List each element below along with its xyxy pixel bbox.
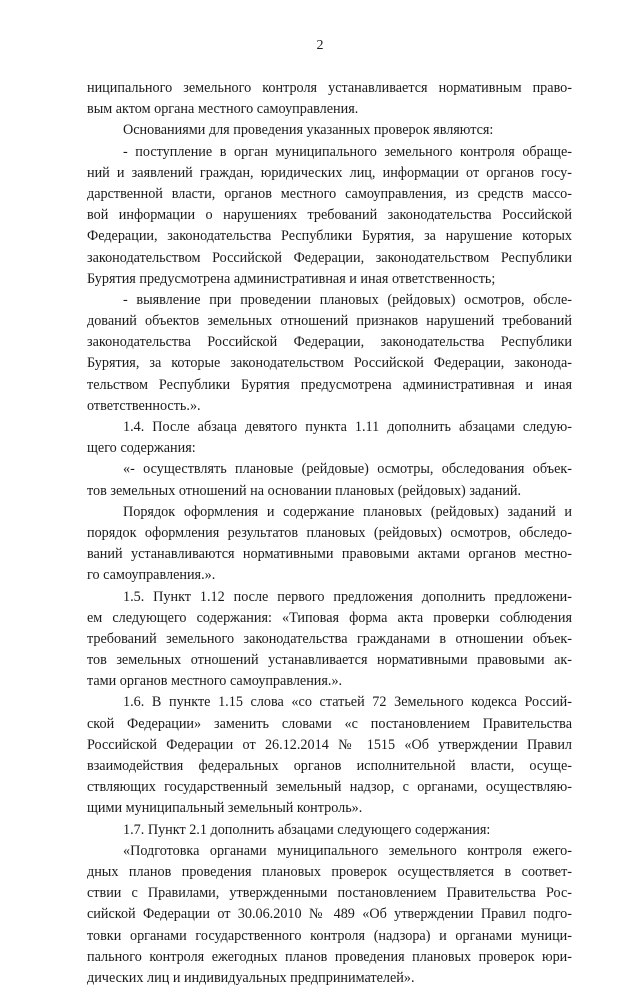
text-line: Основаниями для проведения указанных проверок являются: xyxy=(123,122,494,139)
text-line: Федерации, законодательства Республики Бурятия, за нарушение которых xyxy=(87,228,572,245)
document-body xyxy=(87,78,572,989)
text-line: щими муниципальный земельный контроль». xyxy=(87,800,363,817)
text-line: тельством Республики Бурятия предусмотрена административная и иная xyxy=(87,376,572,393)
text-line: ниципального земельного контроля устанавливается нормативным право- xyxy=(87,80,572,96)
text-line: пального контроля ежегодных планов проведения плановых проверок юри- xyxy=(87,948,572,965)
text-line: ской Федерации» заменить словами «с постановлением Правительства xyxy=(87,715,572,732)
page-number: 2 xyxy=(316,38,324,53)
text-line: щего содержания: xyxy=(87,440,196,457)
text-line: Порядок оформления и содержание плановых (рейдовых) заданий и xyxy=(123,503,572,520)
text-line: взаимодействия федеральных органов исполнительной власти, осуще- xyxy=(87,758,572,774)
text-line: го самоуправления.». xyxy=(87,567,216,584)
text-line: тов земельных отношений на основании плановых (рейдовых) заданий. xyxy=(87,482,522,499)
text-line: Российской Федерации от 26.12.2014 № 1515 «Об утверждении Правил xyxy=(87,736,572,753)
text-line: вым актом органа местного самоуправления. xyxy=(87,101,359,118)
text-line: ствляющих государственный земельный надзор, с органами, осуществляю- xyxy=(87,779,572,796)
text-line: 1.4. После абзаца девятого пункта 1.11 дополнить абзацами следую- xyxy=(123,419,572,435)
text-line: законодательства Российской Федерации, законодательства Республики xyxy=(87,334,572,351)
text-line: Бурятия предусмотрена административная и иная ответственность; xyxy=(87,270,496,287)
text-line: 1.5. Пункт 1.12 после первого предложения дополнить предложени- xyxy=(123,588,572,605)
text-line: 1.7. Пункт 2.1 дополнить абзацами следующего содержания: xyxy=(123,821,491,838)
text-line: Бурятия, за которые законодательством Российской Федерации, законода- xyxy=(87,355,572,372)
text-line: дических лиц и индивидуальных предпринимателей». xyxy=(87,969,415,986)
text-line: вой информации о нарушениях требований законодательства Российской xyxy=(87,207,572,224)
text-line: сийской Федерации от 30.06.2010 № 489 «Об утверждении Правил подго- xyxy=(87,906,572,923)
text-line: - поступление в орган муниципального земельного контроля обраще- xyxy=(123,143,572,160)
text-line: дных планов проведения плановых проверок осуществляется в соответ- xyxy=(87,863,572,880)
text-line: тов земельных отношений устанавливается нормативными правовыми ак- xyxy=(87,652,572,669)
text-line: 1.6. В пункте 1.15 слова «со статьей 72 Земельного кодекса Россий- xyxy=(123,694,572,711)
text-line: товки органами государственного контроля (надзора) и органами муници- xyxy=(87,927,572,944)
text-line: законодательством Российской Федерации, законодательством Республики xyxy=(87,249,572,266)
text-line: ответственность.». xyxy=(87,397,201,414)
text-line: «Подготовка органами муниципального земельного контроля ежего- xyxy=(123,842,572,859)
text-line: дований объектов земельных отношений признаков нарушений требований xyxy=(87,313,572,330)
text-line: «- осуществлять плановые (рейдовые) осмотры, обследования объек- xyxy=(123,461,572,478)
text-line: ний и заявлений граждан, юридических лиц, информации от органов госу- xyxy=(87,164,572,181)
text-line: дарственной власти, органов местного самоуправления, из средств массо- xyxy=(87,185,572,202)
text-line: ем следующего содержания: «Типовая форма акта проверки соблюдения xyxy=(87,609,572,626)
text-line: тами органов местного самоуправления.». xyxy=(87,673,343,690)
text-line: требований земельного законодательства гражданами в отношении объек- xyxy=(87,630,572,647)
text-line: порядок оформления результатов плановых (рейдовых) осмотров, обследо- xyxy=(87,524,572,541)
text-line: - выявление при проведении плановых (рейдовых) осмотров, обсле- xyxy=(123,291,572,308)
text-line: ваний устанавливаются нормативными правовыми актами органов местно- xyxy=(87,546,572,563)
text-line: ствии с Правилами, утвержденными постановлением Правительства Рос- xyxy=(87,885,572,902)
